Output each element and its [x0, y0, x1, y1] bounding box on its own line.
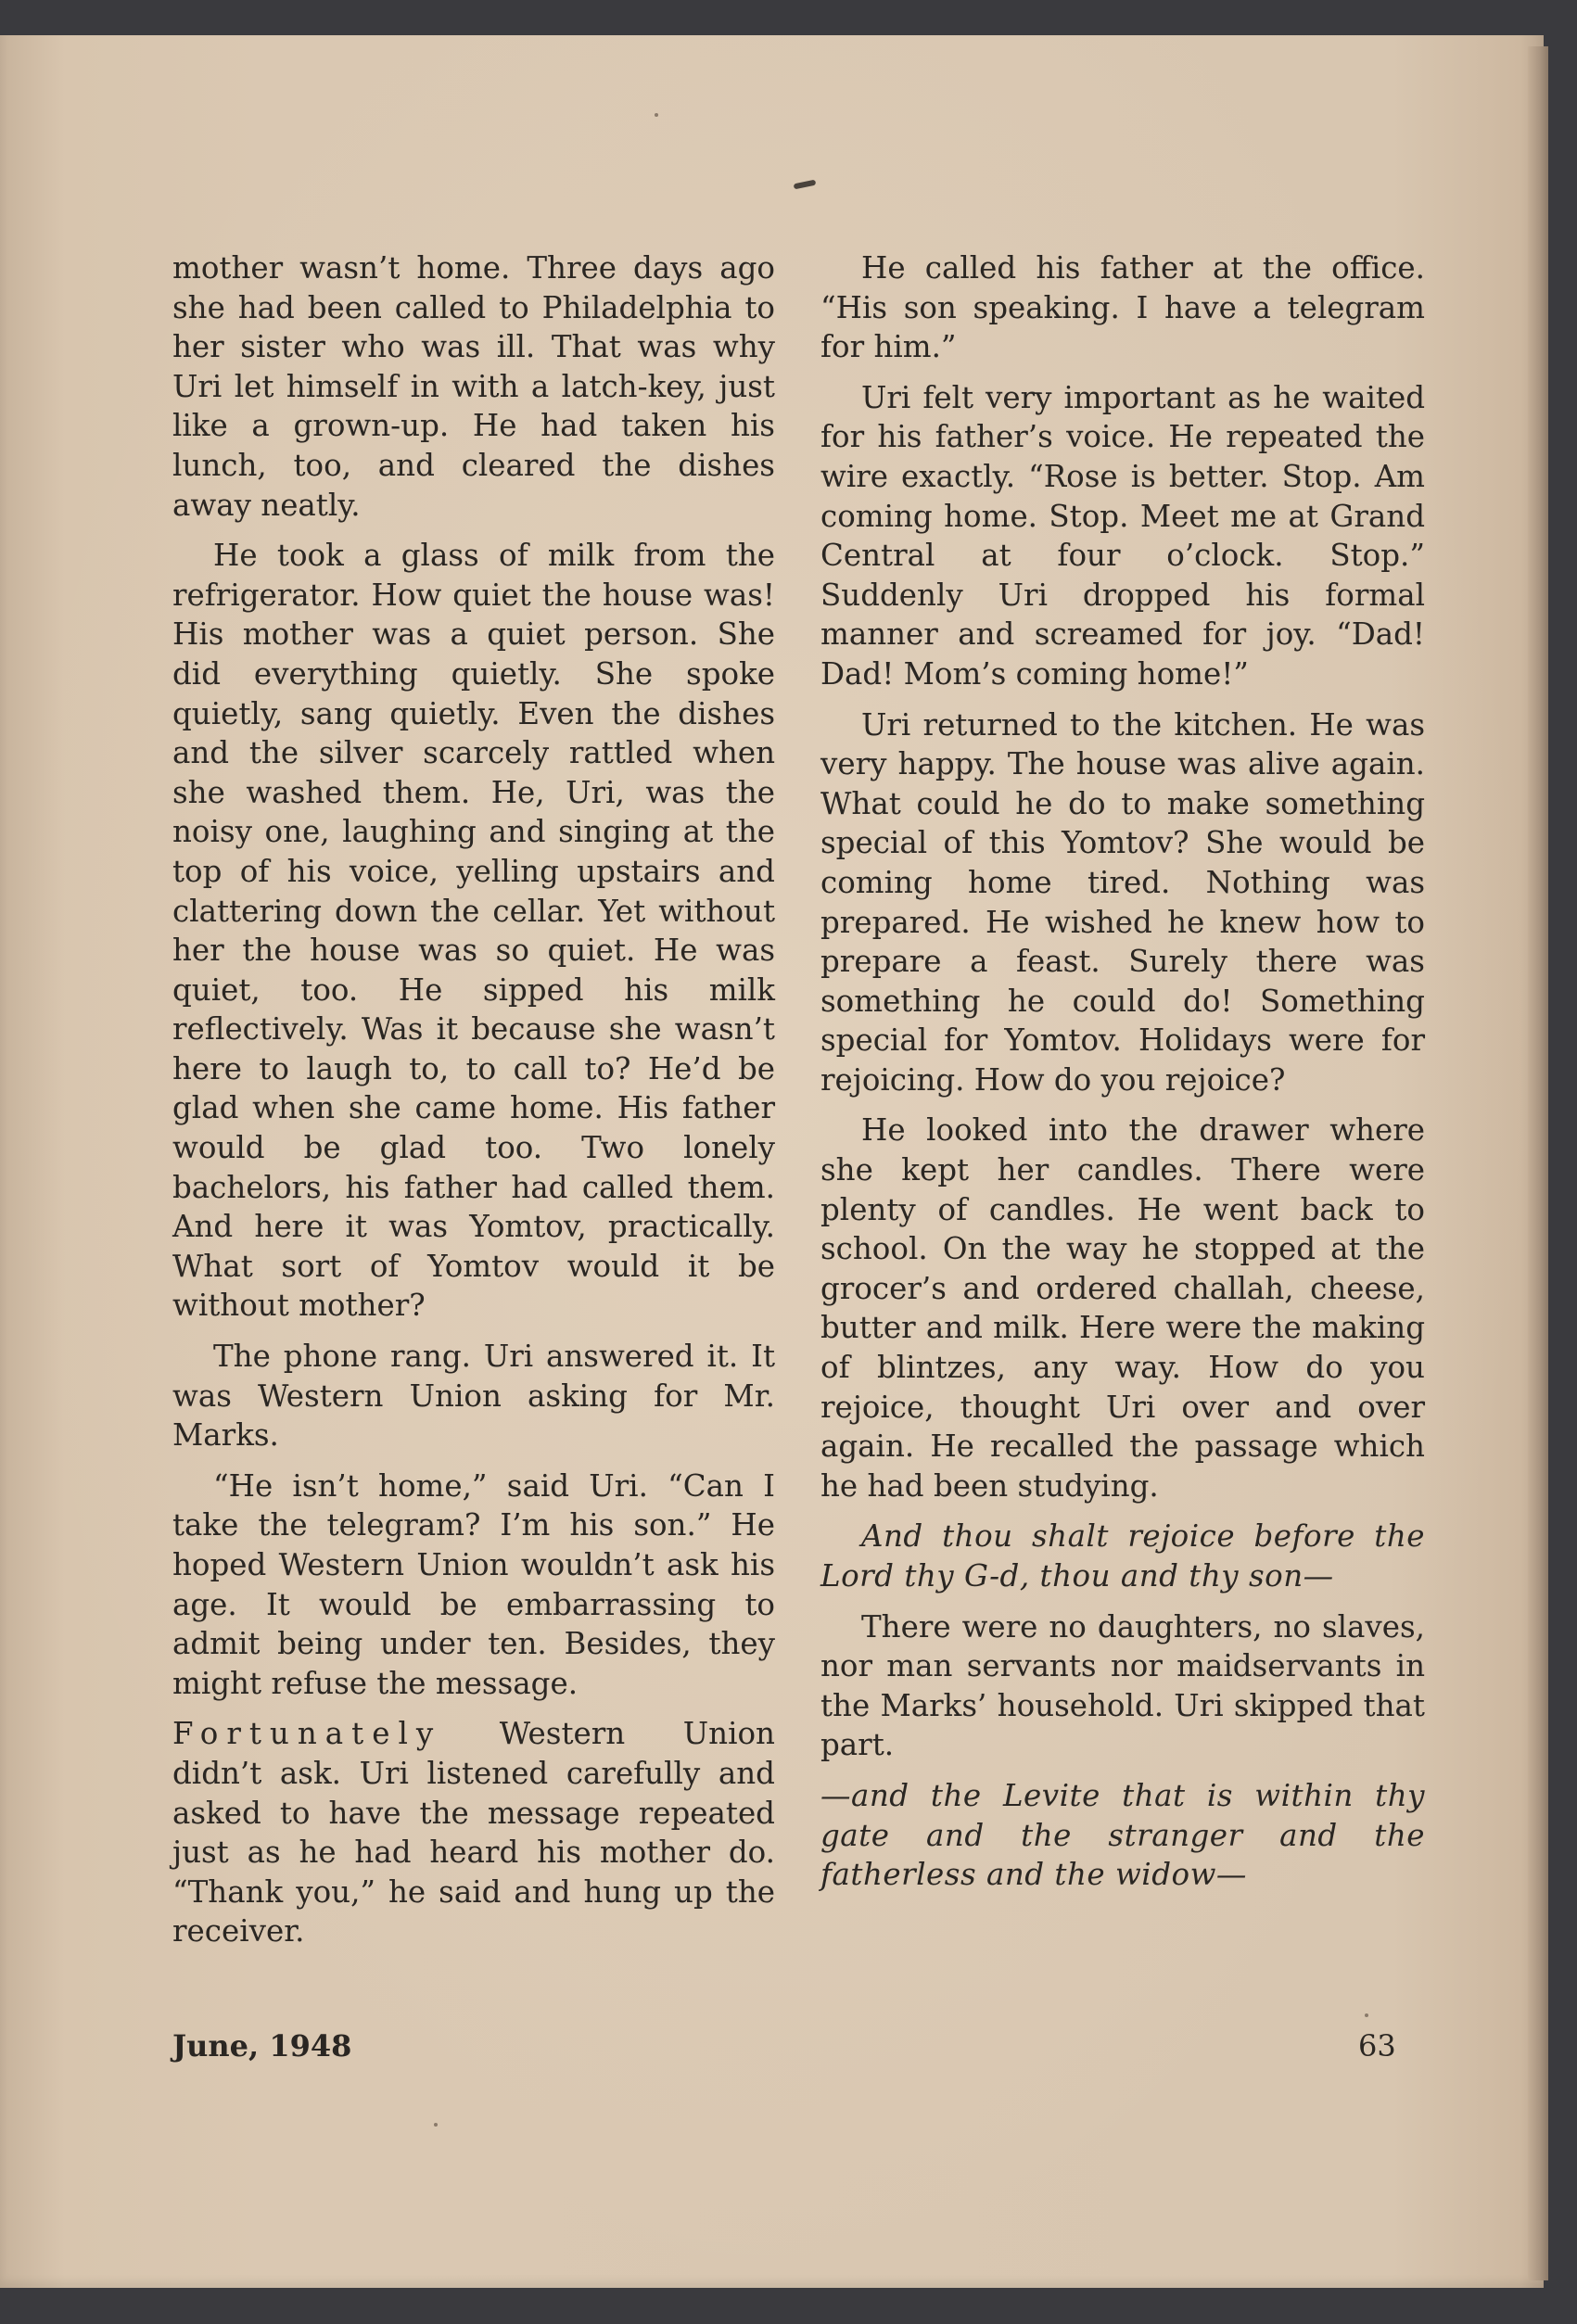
paragraph: Uri felt very important as he waited for his father’s voice. He repeated the wire exactly. “Rose is better. Stop. Am coming home. Stop. Meet me at Grand Central at four o’clock. Stop.” Suddenly Uri dropped his formal manner and screamed for joy. “Dad! Dad! Mom’s coming home!” — [820, 379, 1425, 692]
paper-speck — [655, 113, 658, 117]
paragraph: “He isn’t home,” said Uri. “Can I take the telegram? I’m his son.” He hoped Western Union wouldn’t ask his age. It would be embarrassing to admit being under ten. Besides, they might refuse the message. — [172, 1467, 775, 1701]
spaced-lead-word: Fortunately — [172, 1716, 442, 1752]
left-text-column — [172, 248, 775, 1962]
paper-speck — [1365, 2013, 1368, 2017]
paragraph: He called his father at the office. “His son speaking. I have a telegram for him.” — [820, 250, 1425, 365]
paragraph: He took a glass of milk from the refrigerator. How quiet the house was! His mother was a quiet person. She did everything quietly. She spoke quietly, sang quietly. Even the dishes and the silver scarcely rattled when she washed them. He, Uri, was the noisy one, laughing and singing at the top of his voice, yelling upstairs and clattering down the cellar. Yet without her the house was so quiet. He was quiet, too. He sipped his milk reflectively. Was it because she wasn’t here to laugh to, to call to? He’d be glad when she came home. His father would be glad too. Two lonely bachelors, his father had called them. And here it was Yomtov, practically. What sort of Yomtov would it be without mother? — [172, 538, 775, 1324]
issue-date: June, 1948 — [172, 2028, 352, 2064]
page-edge — [1528, 46, 1548, 2280]
paragraph: Uri returned to the kitchen. He was very happy. The house was alive again. What could he do to make something special of this Yomtov? She would be coming home tired. Nothing was prepared. He wished he knew how to prepare a feast. Surely there was something he could do! Something special for Yomtov. Holidays were for rejoicing. How do you rejoice? — [820, 706, 1425, 1098]
paragraph: mother wasn’t home. Three days ago she had been called to Philadelphia to her sister who was ill. That was why Uri let himself in with a latch-key, just like a grown-up. He had taken his lunch, too, and cleared the dishes away neatly. — [172, 250, 775, 523]
paragraph — [172, 1714, 775, 1951]
scripture-quote: And thou shalt rejoice before the Lord thy G-d, thou and thy son— — [820, 1518, 1425, 1594]
paragraph: There were no daughters, no slaves, nor man servants nor maidservants in the Marks’ household. Uri skipped that part. — [820, 1608, 1425, 1763]
paragraph: The phone rang. Uri answered it. It was Western Union asking for Mr. Marks. — [172, 1339, 775, 1454]
paragraph: He looked into the drawer where she kept her candles. There were plenty of candles. He went back to school. On the way he stopped at the grocer’s and ordered challah, cheese, butter and milk. Here were the making of blintzes, any way. How do you rejoice, thought Uri over and over again. He recalled the passage which he had been studying. — [820, 1112, 1425, 1504]
page-number: 63 — [1358, 2028, 1396, 2064]
paper-speck — [434, 2123, 438, 2127]
right-text-column — [820, 248, 1425, 1906]
scripture-quote: —and the Levite that is within thy gate and the stranger and the fatherless and the widow— — [820, 1777, 1425, 1893]
paragraph-body: Western Union didn’t ask. Uri listened carefully and asked to have the message repeated just as he had heard his mother do. “Thank you,” he said and hung up the receiver. — [172, 1716, 775, 1949]
